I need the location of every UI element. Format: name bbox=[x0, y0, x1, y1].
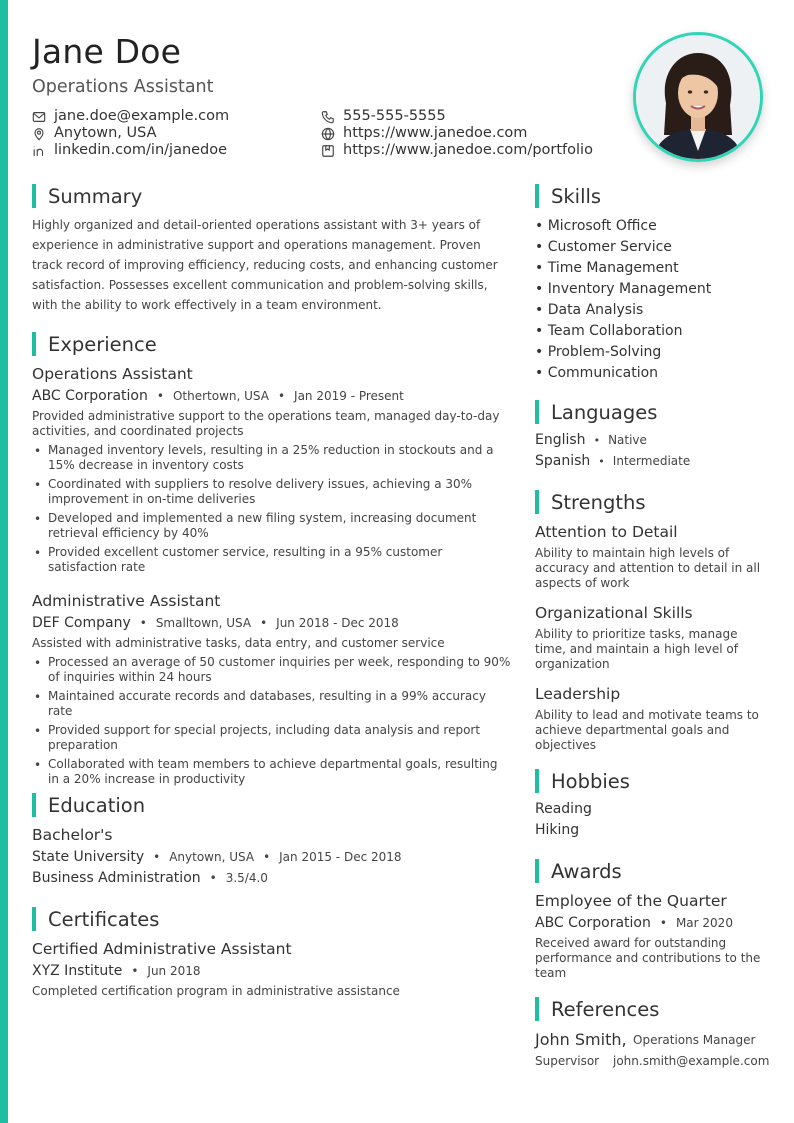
award-date: Mar 2020 bbox=[675, 916, 733, 930]
hobby-item: Hiking bbox=[535, 822, 580, 838]
language-name: Spanish bbox=[535, 453, 591, 469]
list-item: • Maintained accurate records and databases, resulting in a 99% accuracy rate bbox=[32, 689, 512, 719]
job-bullets bbox=[32, 655, 512, 791]
contact-linkedin[interactable] bbox=[32, 142, 227, 159]
heading-accent bbox=[535, 997, 539, 1021]
summary-text: Highly organized and detail-oriented operations assistant with 3+ years of experience in administrative support and operations management. Proven track record of improving efficiency, reducing costs, and enhancing customer satisfaction. Possesses excellent communication and problem-solving skills, with the ability to work effectively in a team environment. bbox=[32, 218, 498, 312]
language-row bbox=[535, 432, 647, 448]
heading-accent bbox=[535, 490, 539, 514]
email-text: jane.doe@example.com bbox=[54, 108, 230, 124]
list-item: • Processed an average of 50 customer inquiries per week, responding to 90% of inquiries within 24 hours bbox=[32, 655, 512, 685]
separator-dot: • bbox=[598, 455, 605, 468]
strength-description: Ability to maintain high levels of accuracy and attention to detail in all aspects of work bbox=[535, 546, 761, 590]
accent-bar bbox=[0, 0, 8, 1123]
experience-heading bbox=[32, 332, 157, 356]
separator-dot: • bbox=[659, 916, 667, 930]
separator-dot: • bbox=[153, 850, 161, 864]
list-item: • Provided excellent customer service, resulting in a 95% customer satisfaction rate bbox=[32, 545, 512, 575]
resume-header bbox=[32, 30, 612, 158]
references-heading bbox=[535, 997, 659, 1021]
list-item: • Managed inventory levels, resulting in a 25% reduction in stockouts and a 15% decrease in inventory costs bbox=[32, 443, 512, 473]
award-description: Received award for outstanding performance and contributions to the team bbox=[535, 936, 761, 980]
globe-icon bbox=[321, 127, 335, 141]
contact-website[interactable] bbox=[321, 125, 527, 142]
hobbies-heading bbox=[535, 769, 630, 793]
reference-email[interactable]: john.smith@example.com bbox=[613, 1054, 770, 1068]
map-pin-icon bbox=[32, 127, 46, 141]
job-location: Smalltown, USA bbox=[155, 616, 252, 630]
separator-dot: • bbox=[156, 389, 164, 403]
job-bullets bbox=[32, 443, 512, 579]
heading-accent bbox=[535, 769, 539, 793]
summary-heading-text: Summary bbox=[48, 184, 143, 208]
list-item: • Team Collaboration bbox=[535, 323, 683, 339]
contact-location bbox=[32, 125, 157, 142]
heading-accent bbox=[32, 793, 36, 817]
certificate-name: Certified Administrative Assistant bbox=[32, 940, 292, 958]
references-heading-text: References bbox=[551, 997, 660, 1021]
job-description: Provided administrative support to the operations team, managed day-to-day activities, and coordinated projects bbox=[32, 409, 500, 438]
list-item: • Communication bbox=[535, 365, 659, 381]
profile-photo-illustration bbox=[636, 35, 760, 159]
skills-heading-text: Skills bbox=[551, 184, 602, 208]
phone-icon bbox=[321, 110, 335, 124]
portfolio-icon bbox=[321, 144, 335, 158]
education-dates: Jan 2015 - Dec 2018 bbox=[279, 850, 402, 864]
certificates-heading-text: Certificates bbox=[48, 907, 160, 931]
education-meta bbox=[32, 849, 402, 865]
job-description: Assisted with administrative tasks, data entry, and customer service bbox=[32, 636, 445, 650]
heading-accent bbox=[535, 400, 539, 424]
strength-description: Ability to lead and motivate teams to achieve departmental goals and objectives bbox=[535, 708, 759, 752]
reference-position: Operations Manager bbox=[633, 1033, 756, 1047]
certificate-issuer: XYZ Institute bbox=[32, 963, 123, 979]
award-title: Employee of the Quarter bbox=[535, 892, 727, 910]
list-item: • Data Analysis bbox=[535, 302, 644, 318]
heading-accent bbox=[535, 859, 539, 883]
strength-title: Organizational Skills bbox=[535, 604, 693, 622]
list-item: • Inventory Management bbox=[535, 281, 712, 297]
education-location: Anytown, USA bbox=[169, 850, 255, 864]
linkedin-icon bbox=[32, 144, 46, 158]
education-field-row bbox=[32, 870, 268, 886]
language-name: English bbox=[535, 432, 586, 448]
contact-phone[interactable] bbox=[321, 108, 446, 125]
portfolio-text: https://www.janedoe.com/portfolio bbox=[343, 142, 593, 158]
heading-accent bbox=[535, 184, 539, 208]
job-location: Othertown, USA bbox=[172, 389, 269, 403]
separator-dot: • bbox=[209, 871, 217, 885]
candidate-title: Operations Assistant bbox=[32, 77, 214, 97]
separator-dot: • bbox=[139, 616, 147, 630]
profile-photo bbox=[633, 32, 763, 162]
mail-icon bbox=[32, 110, 46, 124]
job-dates: Jun 2018 - Dec 2018 bbox=[276, 616, 399, 630]
skills-heading bbox=[535, 184, 601, 208]
education-heading-text: Education bbox=[48, 793, 146, 817]
experience-heading-text: Experience bbox=[48, 332, 157, 356]
job-meta bbox=[32, 615, 399, 631]
list-item: • Collaborated with team members to achieve departmental goals, resulting in a 20% increase in productivity bbox=[32, 757, 512, 787]
contact-email[interactable] bbox=[32, 108, 229, 125]
strengths-heading-text: Strengths bbox=[551, 490, 646, 514]
separator-dot: • bbox=[131, 964, 139, 978]
skills-list bbox=[535, 216, 711, 384]
location-text: Anytown, USA bbox=[54, 125, 157, 141]
list-item: • Time Management bbox=[535, 260, 679, 276]
language-level: Native bbox=[608, 433, 647, 447]
heading-accent bbox=[32, 907, 36, 931]
heading-accent bbox=[32, 184, 36, 208]
strengths-heading bbox=[535, 490, 646, 514]
strength-title: Attention to Detail bbox=[535, 523, 678, 541]
language-row bbox=[535, 453, 690, 469]
website-text: https://www.janedoe.com bbox=[343, 125, 528, 141]
education-gpa: 3.5/4.0 bbox=[225, 871, 268, 885]
phone-text: 555-555-5555 bbox=[343, 108, 446, 124]
list-item: • Coordinated with suppliers to resolve delivery issues, achieving a 30% improvement in on-time deliveries bbox=[32, 477, 512, 507]
strength-title: Leadership bbox=[535, 685, 621, 703]
heading-accent bbox=[32, 332, 36, 356]
languages-heading bbox=[535, 400, 657, 424]
job-company: DEF Company bbox=[32, 615, 131, 631]
hobby-item: Reading bbox=[535, 801, 592, 817]
languages-heading-text: Languages bbox=[551, 400, 658, 424]
language-level: Intermediate bbox=[612, 454, 691, 468]
separator-dot: • bbox=[260, 616, 268, 630]
certificates-heading bbox=[32, 907, 159, 931]
certificate-description: Completed certification program in administrative assistance bbox=[32, 984, 400, 998]
list-item: • Developed and implemented a new filing system, increasing document retrieval efficiency by 40% bbox=[32, 511, 512, 541]
awards-heading-text: Awards bbox=[551, 859, 622, 883]
linkedin-text: linkedin.com/in/janedoe bbox=[54, 142, 228, 158]
job-company: ABC Corporation bbox=[32, 388, 148, 404]
award-meta bbox=[535, 915, 733, 931]
education-degree: Bachelor's bbox=[32, 826, 113, 844]
awards-heading bbox=[535, 859, 622, 883]
list-item: • Provided support for special projects, including data analysis and report preparation bbox=[32, 723, 512, 753]
list-item: • Problem-Solving bbox=[535, 344, 662, 360]
education-field: Business Administration bbox=[32, 870, 201, 886]
reference-name: John Smith, bbox=[535, 1030, 627, 1049]
strength-description: Ability to prioritize tasks, manage time, and maintain a high level of organization bbox=[535, 627, 738, 671]
education-school: State University bbox=[32, 849, 145, 865]
job-meta bbox=[32, 388, 404, 404]
separator-dot: • bbox=[277, 389, 286, 403]
hobbies-heading-text: Hobbies bbox=[551, 769, 630, 793]
separator-dot: • bbox=[593, 434, 601, 447]
certificate-date: Jun 2018 bbox=[147, 964, 201, 978]
award-issuer: ABC Corporation bbox=[535, 915, 651, 931]
job-title: Administrative Assistant bbox=[32, 592, 221, 610]
list-item: • Microsoft Office bbox=[535, 218, 657, 234]
candidate-name: Jane Doe bbox=[32, 32, 182, 71]
education-heading bbox=[32, 793, 145, 817]
summary-heading bbox=[32, 184, 142, 208]
contact-portfolio[interactable] bbox=[321, 142, 593, 159]
certificate-meta bbox=[32, 963, 201, 979]
job-title: Operations Assistant bbox=[32, 365, 193, 383]
separator-dot: • bbox=[263, 850, 271, 864]
reference-relation: Supervisor bbox=[535, 1054, 600, 1068]
job-dates: Jan 2019 - Present bbox=[294, 389, 404, 403]
list-item: • Customer Service bbox=[535, 239, 672, 255]
